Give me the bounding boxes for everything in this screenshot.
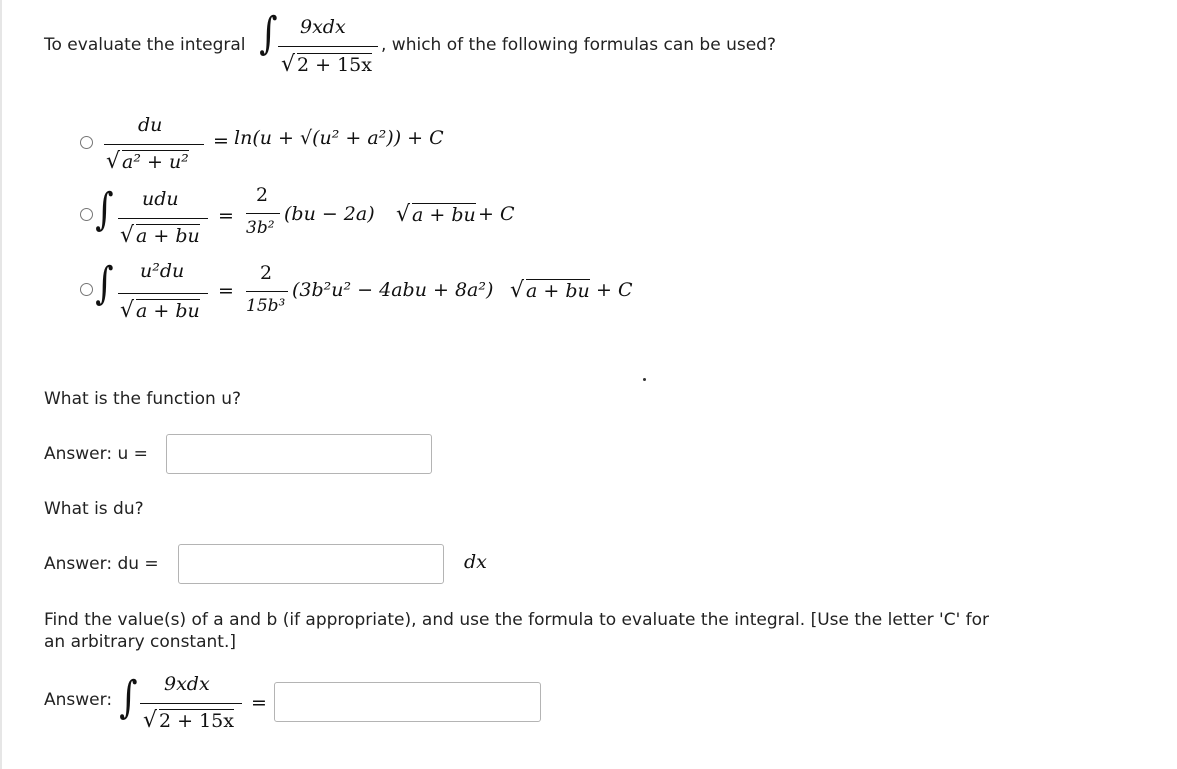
- answer-u-label: Answer: u =: [44, 444, 148, 464]
- option-3-coef-den: 15b³: [246, 296, 286, 316]
- du-suffix-dx: dx: [464, 551, 487, 573]
- page-left-border: [0, 0, 2, 769]
- answer-u-input[interactable]: [166, 434, 432, 474]
- option-3-sqrt: √: [120, 298, 135, 323]
- option-1-equals: =: [213, 130, 229, 152]
- option-3-rhs-sqrt: √: [510, 278, 525, 303]
- instructions-text: Find the value(s) of a and b (if appropriate), and use the formula to evaluate the integral. [Use the letter 'C' for an arbitrary constant.]: [44, 610, 990, 652]
- fraction-bar: [278, 46, 378, 47]
- option-2-coef-bar: [246, 213, 280, 214]
- stray-dot: [643, 378, 646, 381]
- option-3-denominator: a + bu: [136, 300, 200, 322]
- option-1-numerator: du: [138, 114, 163, 136]
- option-2-rhs-sqrt: √: [396, 202, 411, 227]
- option-3-numerator: u²du: [140, 260, 185, 282]
- option-2-integral-sign: ∫: [95, 184, 114, 235]
- integral-sign: ∫: [259, 8, 278, 59]
- option-3-equals: =: [218, 280, 234, 302]
- final-answer-input[interactable]: [274, 682, 541, 722]
- option-3-rhs: (3b²u² − 4abu + 8a²): [292, 279, 494, 301]
- integrand-denominator: 2 + 15x: [297, 54, 372, 76]
- option-2-rhs-radicand: a + bu: [412, 204, 476, 226]
- option-2-coef-den: 3b²: [246, 218, 275, 238]
- option-1-denominator: a² + u²: [122, 151, 189, 173]
- option-1-sqrt: √: [106, 149, 121, 174]
- final-integrand-denominator: 2 + 15x: [159, 710, 234, 732]
- option-3-coef-num: 2: [260, 262, 273, 284]
- option-2-sqrt: √: [120, 223, 135, 248]
- answer-du-input[interactable]: [178, 544, 444, 584]
- option-2-radio[interactable]: [80, 208, 93, 221]
- option-2-coef-num: 2: [256, 184, 269, 206]
- option-3-fraction-bar: [118, 293, 208, 294]
- option-3-radio[interactable]: [80, 283, 93, 296]
- question-du: What is du?: [44, 499, 144, 519]
- answer-du-label: Answer: du =: [44, 554, 159, 574]
- option-2-rhs-tail: + C: [478, 203, 515, 225]
- question-intro-suffix: , which of the following formulas can be used?: [381, 35, 776, 55]
- question-intro: To evaluate the integral: [44, 35, 246, 55]
- option-3-coef-bar: [246, 291, 288, 292]
- option-2-denominator: a + bu: [136, 225, 200, 247]
- option-2-numerator: udu: [142, 188, 179, 210]
- question-function-u: What is the function u?: [44, 389, 242, 409]
- option-2-fraction-bar: [118, 218, 208, 219]
- option-3-rhs-radicand: a + bu: [526, 280, 590, 302]
- final-equals: =: [251, 692, 267, 714]
- option-2-rhs: (bu − 2a): [284, 203, 375, 225]
- option-2-equals: =: [218, 205, 234, 227]
- final-answer-label: Answer:: [44, 690, 113, 710]
- option-1-rhs: ln(u + √(u² + a²)) + C: [234, 127, 444, 149]
- option-1-fraction-bar: [104, 144, 204, 145]
- final-fraction-bar: [140, 703, 242, 704]
- final-integral-sign: ∫: [119, 672, 138, 723]
- final-sqrt: √: [143, 708, 158, 733]
- final-integrand-numerator: 9xdx: [164, 673, 210, 695]
- option-3-rhs-tail: + C: [596, 279, 633, 301]
- sqrt-symbol: √: [281, 52, 296, 77]
- option-1-radio[interactable]: [80, 136, 93, 149]
- option-3-integral-sign: ∫: [95, 258, 114, 309]
- integrand-numerator: 9xdx: [300, 16, 346, 38]
